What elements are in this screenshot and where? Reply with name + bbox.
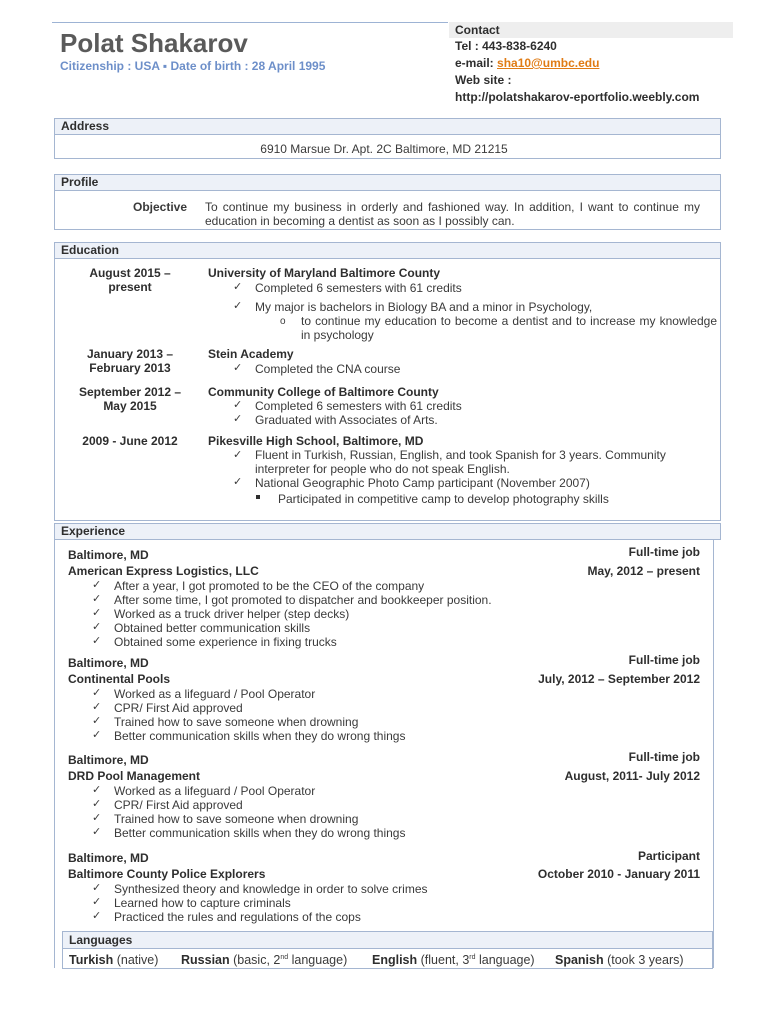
- check-icon: ✓: [92, 687, 102, 699]
- experience-section-header: Experience: [54, 523, 721, 540]
- website-url[interactable]: http://polatshakarov-eportfolio.weebly.com: [455, 90, 700, 104]
- contact-block: [449, 22, 733, 106]
- check-icon: ✓: [92, 826, 102, 838]
- check-icon: ✓: [233, 362, 243, 374]
- language-detail: (basic, 2: [229, 953, 281, 967]
- language-detail: language): [288, 953, 348, 967]
- edu-date-line: February 2013: [89, 361, 171, 375]
- edu-date-line: January 2013 –: [86, 347, 174, 361]
- languages-section-header: Languages: [62, 931, 713, 949]
- edu-date: [60, 347, 200, 375]
- job-company: DRD Pool Management: [68, 769, 201, 783]
- language-detail: (fluent, 3: [417, 953, 470, 967]
- check-icon: ✓: [233, 399, 243, 411]
- edu-item: Graduated with Associates of Arts.: [255, 413, 438, 427]
- job-item: Practiced the rules and regulations of the cops: [114, 910, 361, 924]
- language-detail: (native): [113, 953, 159, 967]
- edu-item: National Geographic Photo Camp participant (November 2007): [255, 476, 590, 490]
- check-icon: ✓: [233, 413, 243, 425]
- citizenship-birthdate: Citizenship : USA ▪ Date of birth : 28 April 1995: [60, 59, 326, 73]
- job-item: Worked as a lifeguard / Pool Operator: [114, 784, 316, 798]
- check-icon: ✓: [233, 476, 243, 488]
- edu-date-line: 2009 - June 2012: [82, 434, 178, 448]
- job-item: Trained how to save someone when drowning: [114, 812, 359, 826]
- check-icon: ✓: [92, 579, 102, 591]
- experience-left-border: [54, 540, 55, 968]
- job-item: After some time, I got promoted to dispatcher and bookkeeper position.: [114, 593, 492, 607]
- job-company: American Express Logistics, LLC: [68, 564, 259, 578]
- check-icon: ✓: [92, 593, 102, 605]
- email-label: e-mail:: [455, 56, 498, 70]
- job-item: Worked as a lifeguard / Pool Operator: [114, 687, 316, 701]
- square-bullet-icon: [256, 495, 260, 499]
- experience-right-border: [713, 540, 714, 968]
- check-icon: ✓: [92, 882, 102, 894]
- job-location: Baltimore, MD: [68, 851, 149, 865]
- language-ordinal: rd: [469, 953, 476, 961]
- edu-item: Completed 6 semesters with 61 credits: [255, 399, 462, 413]
- edu-date: [60, 434, 200, 448]
- check-icon: ✓: [233, 449, 243, 461]
- job-item: Better communication skills when they do wrong things: [114, 826, 406, 840]
- profile-section-header: Profile: [54, 174, 721, 191]
- job-location: Baltimore, MD: [68, 753, 149, 767]
- job-item: CPR/ First Aid approved: [114, 701, 243, 715]
- edu-date: [60, 385, 200, 413]
- candidate-name: Polat Shakarov: [60, 28, 248, 58]
- language-detail: (took 3 years): [603, 953, 684, 967]
- language-turkish: [69, 953, 158, 967]
- language-english: [372, 953, 535, 967]
- job-dates: October 2010 - January 2011: [537, 867, 700, 881]
- website-label: Web site :: [455, 73, 512, 87]
- job-type: Full-time job: [628, 545, 700, 559]
- check-icon: ✓: [92, 784, 102, 796]
- job-dates: July, 2012 – September 2012: [538, 672, 700, 686]
- job-item: After a year, I got promoted to be the CEO of the company: [114, 579, 425, 593]
- job-item: Learned how to capture criminals: [114, 896, 291, 910]
- job-company: Baltimore County Police Explorers: [68, 867, 266, 881]
- edu-item: Fluent in Turkish, Russian, English, and took Spanish for 3 years. Community interpreter for people who do not speak English.: [255, 448, 666, 476]
- edu-date-line: September 2012 –: [78, 385, 182, 399]
- contact-title: Contact: [449, 22, 733, 38]
- edu-date: [60, 266, 200, 294]
- job-item: Obtained better communication skills: [114, 621, 311, 635]
- edu-sub-item: to continue my education to become a dentist and to increase my knowledge in psychology: [301, 314, 717, 342]
- job-type: Participant: [637, 849, 700, 863]
- check-icon: ✓: [92, 896, 102, 908]
- check-icon: ✓: [233, 281, 243, 293]
- edu-item: Completed 6 semesters with 61 credits: [255, 281, 462, 295]
- check-icon: ✓: [233, 300, 243, 312]
- edu-item: My major is bachelors in Biology BA and a minor in Psychology,: [255, 300, 593, 314]
- header-rule: [52, 22, 448, 23]
- contact-tel: Tel : 443-838-6240: [455, 39, 557, 53]
- edu-school: Pikesville High School, Baltimore, MD: [208, 434, 424, 448]
- job-item: CPR/ First Aid approved: [114, 798, 243, 812]
- edu-date-line: present: [108, 280, 152, 294]
- email-link[interactable]: sha10@umbc.edu: [497, 56, 600, 70]
- job-item: Synthesized theory and knowledge in order to solve crimes: [114, 882, 428, 896]
- check-icon: ✓: [92, 798, 102, 810]
- check-icon: ✓: [92, 621, 102, 633]
- job-item: Worked as a truck driver helper (step decks): [114, 607, 350, 621]
- edu-item: Completed the CNA course: [255, 362, 401, 376]
- job-dates: May, 2012 – present: [587, 564, 700, 578]
- edu-school: Stein Academy: [208, 347, 294, 361]
- edu-sub-item: Participated in competitive camp to develop photography skills: [278, 492, 609, 506]
- check-icon: ✓: [92, 701, 102, 713]
- job-item: Trained how to save someone when drowning: [114, 715, 359, 729]
- edu-date-line: August 2015 –: [89, 266, 171, 280]
- language-name: English: [372, 953, 418, 967]
- check-icon: ✓: [92, 715, 102, 727]
- education-section-header: Education: [54, 242, 721, 259]
- language-ordinal: nd: [280, 953, 289, 961]
- job-type: Full-time job: [628, 653, 700, 667]
- circle-bullet-icon: o: [280, 316, 286, 327]
- job-company: Continental Pools: [68, 672, 170, 686]
- job-location: Baltimore, MD: [68, 656, 149, 670]
- language-name: Spanish: [555, 953, 604, 967]
- language-name: Russian: [181, 953, 230, 967]
- edu-date-line: May 2015: [103, 399, 157, 413]
- language-spanish: [555, 953, 684, 967]
- job-item: Better communication skills when they do wrong things: [114, 729, 406, 743]
- check-icon: ✓: [92, 635, 102, 647]
- objective-label: Objective: [133, 200, 188, 214]
- address-text: 6910 Marsue Dr. Apt. 2C Baltimore, MD 21215: [260, 142, 508, 156]
- language-detail: language): [475, 953, 535, 967]
- job-item: Obtained some experience in fixing trucks: [114, 635, 337, 649]
- check-icon: ✓: [92, 910, 102, 922]
- job-location: Baltimore, MD: [68, 548, 149, 562]
- check-icon: ✓: [92, 729, 102, 741]
- check-icon: ✓: [92, 812, 102, 824]
- job-dates: August, 2011- July 2012: [564, 769, 700, 783]
- check-icon: ✓: [92, 607, 102, 619]
- language-name: Turkish: [69, 953, 114, 967]
- edu-school: Community College of Baltimore County: [208, 385, 439, 399]
- edu-school: University of Maryland Baltimore County: [208, 266, 441, 280]
- job-type: Full-time job: [628, 750, 700, 764]
- address-section-header: Address: [54, 118, 721, 135]
- contact-email-line: [449, 55, 733, 72]
- objective-text: To continue my business in orderly and fashioned way. In addition, I want to continue my education in becoming a dentist as soon as I possibly can.: [205, 200, 700, 228]
- language-russian: [181, 953, 347, 967]
